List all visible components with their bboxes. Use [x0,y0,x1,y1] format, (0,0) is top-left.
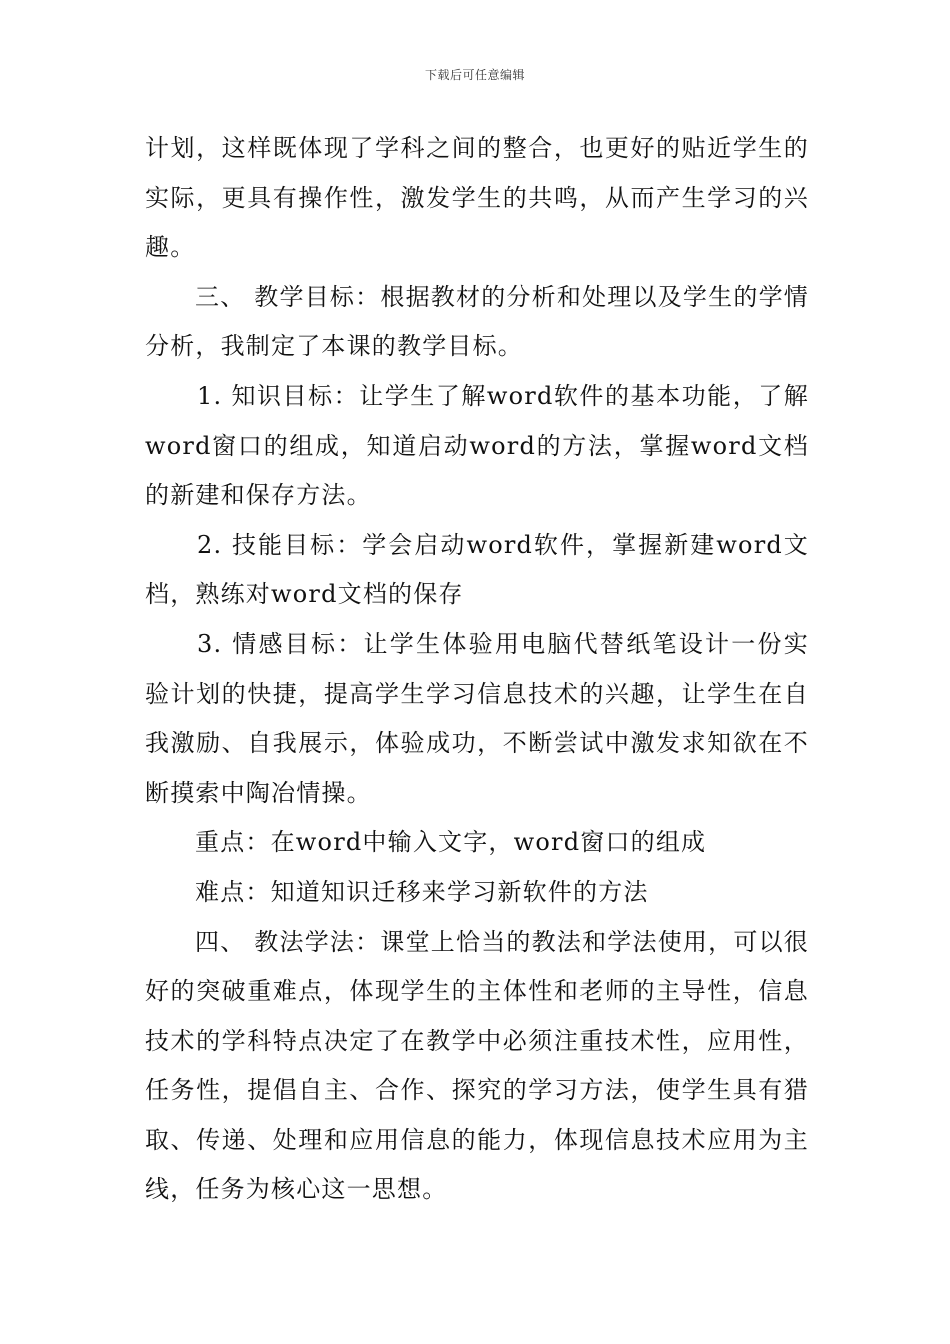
paragraph-section-3-teaching-goals: 三、 教学目标：根据教材的分析和处理以及学生的学情分析，我制定了本课的教学目标。 [145,282,809,361]
paragraph-key-point: 重点：在word中输入文字，word窗口的组成 [195,828,707,857]
paragraph-skill-goal: 2. 技能目标：学会启动word软件，掌握新建word文档，熟练对word文档的保存 [145,530,809,609]
paragraph-emotion-goal: 3. 情感目标：让学生体验用电脑代替纸笔设计一份实验计划的快捷，提高学生学习信息技术的兴趣，让学生在自我激励、自我展示，体验成功，不断尝试中激发求知欲在不断摸索中陶冶情操。 [145,629,809,807]
paragraph-difficult-point: 难点：知道知识迁移来学习新软件的方法 [195,877,649,906]
paragraph-continuation: 计划，这样既体现了学科之间的整合，也更好的贴近学生的实际，更具有操作性，激发学生的共鸣，从而产生学习的兴趣。 [145,134,809,262]
page-header-note: 下载后可任意编辑 [424,68,525,82]
document-body [145,124,809,1215]
paragraph-knowledge-goal: 1. 知识目标：让学生了解word软件的基本功能，了解word窗口的组成，知道启动word的方法，掌握word文档的新建和保存方法。 [145,381,809,510]
paragraph-section-4-methods: 四、 教法学法：课堂上恰当的教法和学法使用，可以很好的突破重难点，体现学生的主体性和老师的主导性，信息技术的学科特点决定了在教学中必须注重技术性，应用性，任务性，提倡自主、合作、探究的学习方法，使学生具有猎取、传递、处理和应用信息的能力，体现信息技术应用为主线，任务为核心这一思想。 [145,927,809,1204]
